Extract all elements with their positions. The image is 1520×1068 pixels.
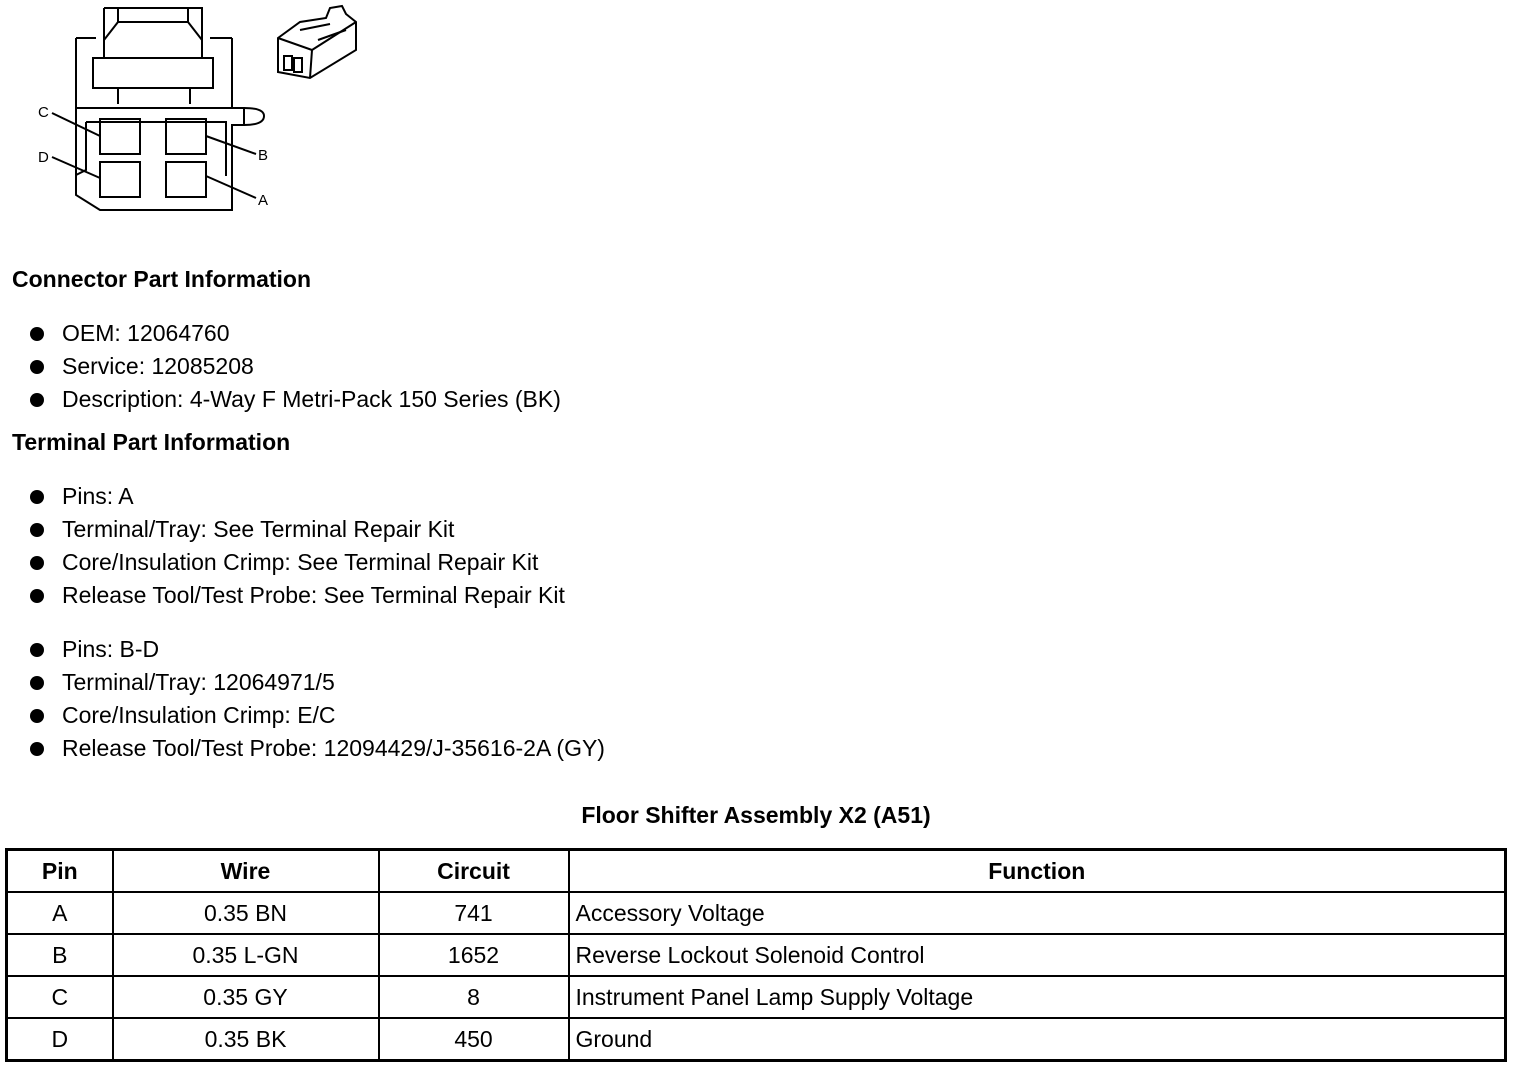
cell-function: Accessory Voltage (569, 892, 1506, 934)
bullet-icon (30, 589, 44, 603)
list-item: Description: 4-Way F Metri-Pack 150 Series (BK) (30, 383, 561, 416)
bullet-icon (30, 556, 44, 570)
pin-label-d: D (38, 149, 49, 166)
table-row (7, 892, 1506, 934)
cell-pin: C (7, 976, 113, 1018)
header-circuit: Circuit (379, 850, 569, 893)
list-item: Terminal/Tray: See Terminal Repair Kit (30, 513, 565, 546)
pinout-table (5, 848, 1507, 1062)
table-row (7, 1018, 1506, 1061)
bullet-icon (30, 709, 44, 723)
list-item: Core/Insulation Crimp: E/C (30, 699, 605, 732)
pin-label-c: C (38, 104, 49, 121)
cell-pin: D (7, 1018, 113, 1061)
bullet-icon (30, 360, 44, 374)
cell-pin: A (7, 892, 113, 934)
cell-circuit: 8 (379, 976, 569, 1018)
list-item: Terminal/Tray: 12064971/5 (30, 666, 605, 699)
header-wire: Wire (113, 850, 379, 893)
pin-label-a: A (258, 192, 269, 209)
pin-label-b: B (258, 147, 269, 164)
bullet-icon (30, 393, 44, 407)
table-title: Floor Shifter Assembly X2 (A51) (581, 802, 931, 828)
list-item: Release Tool/Test Probe: 12094429/J-35616-2A (GY) (30, 732, 605, 765)
bullet-icon (30, 643, 44, 657)
list-item: Release Tool/Test Probe: See Terminal Repair Kit (30, 579, 565, 612)
connector-info-heading: Connector Part Information (12, 266, 312, 292)
cell-wire: 0.35 GY (113, 976, 379, 1018)
terminal-info-list-2 (30, 633, 605, 765)
header-function: Function (569, 850, 1506, 893)
terminal-info-heading: Terminal Part Information (12, 429, 291, 455)
list-item: Service: 12085208 (30, 350, 561, 383)
bullet-icon (30, 490, 44, 504)
terminal-info-list-1 (30, 480, 565, 612)
list-item: Core/Insulation Crimp: See Terminal Repair Kit (30, 546, 565, 579)
cell-pin: B (7, 934, 113, 976)
cell-wire: 0.35 BK (113, 1018, 379, 1061)
cell-circuit: 741 (379, 892, 569, 934)
cell-wire: 0.35 L-GN (113, 934, 379, 976)
table-row (7, 976, 1506, 1018)
list-item: OEM: 12064760 (30, 317, 561, 350)
cell-function: Reverse Lockout Solenoid Control (569, 934, 1506, 976)
table-header-row (7, 850, 1506, 893)
cell-function: Instrument Panel Lamp Supply Voltage (569, 976, 1506, 1018)
cell-wire: 0.35 BN (113, 892, 379, 934)
cell-circuit: 1652 (379, 934, 569, 976)
table-row (7, 934, 1506, 976)
cell-function: Ground (569, 1018, 1506, 1061)
cell-circuit: 450 (379, 1018, 569, 1061)
bullet-icon (30, 523, 44, 537)
bullet-icon (30, 742, 44, 756)
connector-diagram (0, 0, 380, 230)
list-item: Pins: B-D (30, 633, 605, 666)
list-item: Pins: A (30, 480, 565, 513)
header-pin: Pin (7, 850, 113, 893)
connector-info-list (30, 317, 561, 416)
bullet-icon (30, 676, 44, 690)
bullet-icon (30, 327, 44, 341)
